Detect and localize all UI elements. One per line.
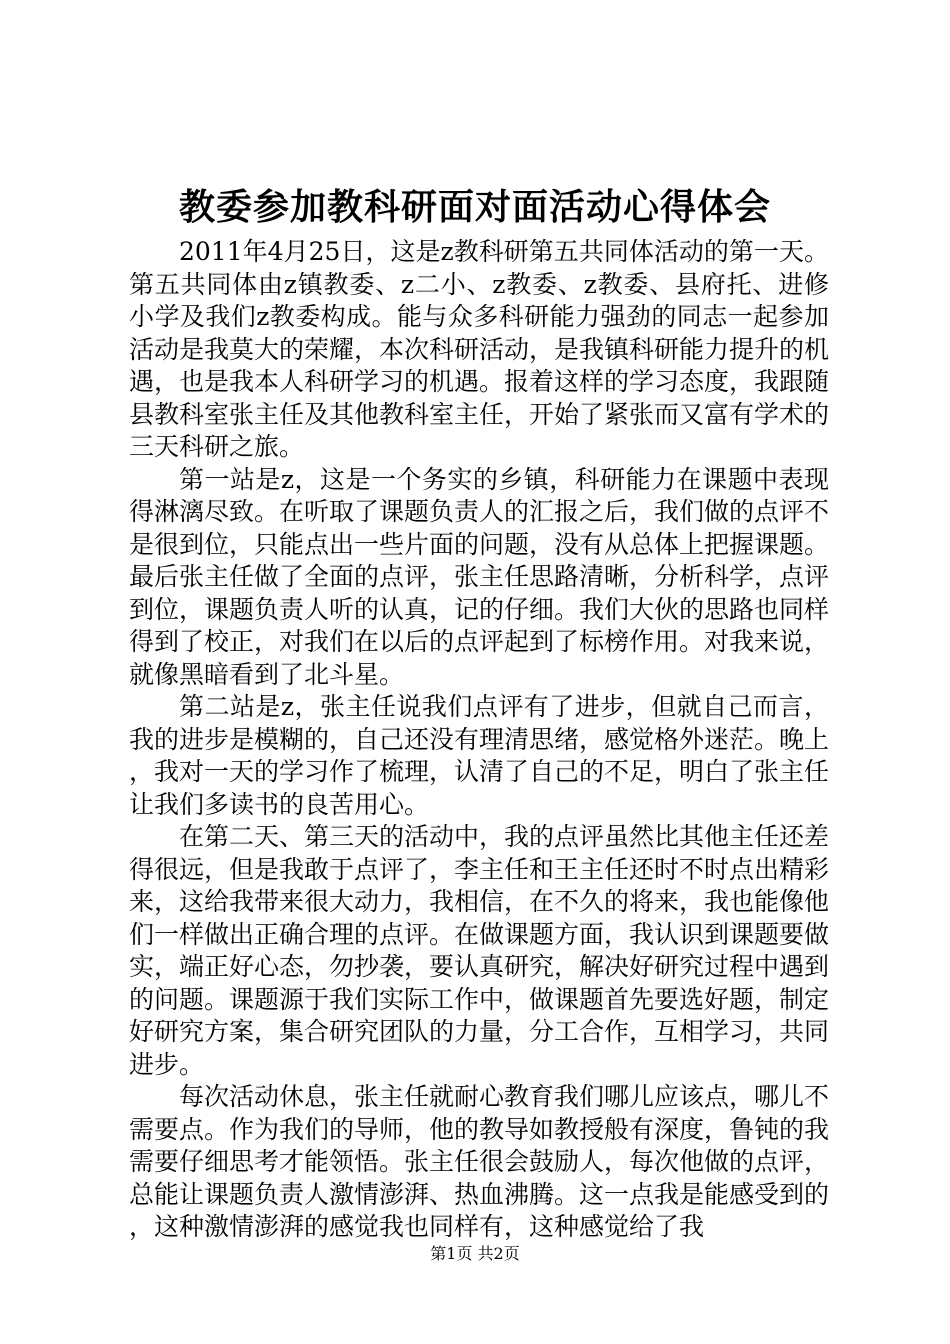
paragraph: 第二站是z，张主任说我们点评有了进步，但就自己而言，我的进步是模糊的，自己还没有理清思绪，感觉格外迷茫。晚上，我对一天的学习作了梳理，认清了自己的不足，明白了张主任让我们多读书的良苦用心。 [129,692,830,819]
paragraph: 第一站是z，这是一个务实的乡镇，科研能力在课题中表现得淋漓尽致。在听取了课题负责人的汇报之后，我们做的点评不是很到位，只能点出一些片面的问题，没有从总体上把握课题。最后张主任做了全面的点评，张主任思路清晰，分析科学，点评到位，课题负责人听的认真，记的仔细。我们大伙的思路也同样得到了校正，对我们在以后的点评起到了标榜作用。对我来说，就像黑暗看到了北斗星。 [129,464,830,689]
paragraph: 2011年4月25日，这是z教科研第五共同体活动的第一天。第五共同体由z镇教委、z二小、z教委、z教委、县府托、进修小学及我们z教委构成。能与众多科研能力强劲的同志一起参加活动是我莫大的荣耀，本次科研活动，是我镇科研能力提升的机遇，也是我本人科研学习的机遇。报着这样的学习态度，我跟随县教科室张主任及其他教科室主任，开始了紧张而又富有学术的三天科研之旅。 [129,237,830,461]
page-title: 教委参加教科研面对面活动心得体会 [178,186,771,228]
paragraph: 在第二天、第三天的活动中，我的点评虽然比其他主任还差得很远，但是我敢于点评了，李主任和王主任还时不时点出精彩来，这给我带来很大动力，我相信，在不久的将来，我也能像他们一样做出正确合理的点评。在做课题方面，我认识到课题要做实，端正好心态，勿抄袭，要认真研究，解决好研究过程中遇到的问题。课题源于我们实际工作中，做课题首先要选好题，制定好研究方案，集合研究团队的力量，分工合作，互相学习，共同进步。 [129,822,830,1079]
document-body [129,236,829,1244]
paragraph: 每次活动休息，张主任就耐心教育我们哪儿应该点，哪儿不需要点。作为我们的导师，他的教导如教授般有深度，鲁钝的我需要仔细思考才能领悟。张主任很会鼓励人，每次他做的点评，总能让课题负责人激情澎湃、热血沸腾。这一点我是能感受到的，这种激情澎湃的感觉我也同样有，这种感觉给了我 [129,1082,830,1241]
page-number-footer: 第1页 共2页 [430,1244,520,1263]
